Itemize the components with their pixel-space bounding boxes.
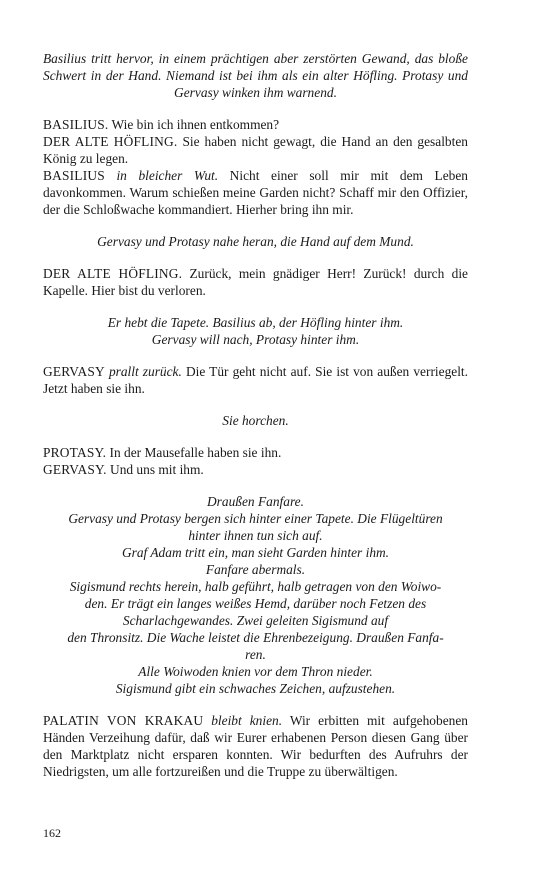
dialogue-block-4 xyxy=(43,444,468,478)
speaker-name: PROTASY. xyxy=(43,445,107,460)
inline-stage-direction: bleibt knien. xyxy=(203,713,283,728)
speech-text: Und uns mit ihm. xyxy=(106,462,204,477)
speaker-name: PALATIN VON KRAKAU xyxy=(43,713,204,728)
speech-text: Die Tür geht nicht auf. Sie ist von außen verriegelt. Jetzt haben sie ihn. xyxy=(43,364,468,396)
stage-direction-2: Gervasy und Protasy nahe heran, die Hand auf dem Mund. xyxy=(97,234,414,249)
dialogue-block-3 xyxy=(43,363,468,397)
dialogue-block-1 xyxy=(43,116,468,218)
speech-palatin-1 xyxy=(43,712,468,780)
speech-text: Zurück, mein gnädiger Herr! Zurück! durch die Kapelle. Hier bist du verloren. xyxy=(43,266,468,298)
speech-text: Sie haben nicht gewagt, die Hand an den gesalbten König zu legen. xyxy=(43,134,468,166)
direction-line: Sigismund rechts herein, halb geführt, halb getragen von den Woiwo- xyxy=(69,579,442,594)
speaker-name: GERVASY. xyxy=(43,462,107,477)
speech-hoefling-2 xyxy=(43,265,468,299)
speaker-name: GERVASY xyxy=(43,364,105,379)
speech-text: Nicht einer soll mir mit dem Leben davonkommen. Warum schießen meine Garden nicht? Schaff mir den Offizier, der die Schloßwache kommandiert. Hierher bring ihn mir. xyxy=(43,168,468,217)
speech-basilius-2 xyxy=(43,167,468,218)
direction-line: Graf Adam tritt ein, man sieht Garden hinter ihm. xyxy=(121,545,390,560)
direction-line: ren. xyxy=(245,647,266,662)
speaker-name: DER ALTE HÖFLING. xyxy=(43,266,183,281)
stage-direction-4: Sie horchen. xyxy=(222,413,289,428)
speech-hoefling-1 xyxy=(43,133,468,167)
stage-direction-opening: Basilius tritt hervor, in einem prächtigen aber zerstörten Gewand, das bloße Schwert in der Hand. Niemand ist bei ihm als ein alter Höfling. Protasy und Gervasy winken ihm warnend. xyxy=(43,51,468,100)
speaker-name: DER ALTE HÖFLING. xyxy=(43,134,178,149)
direction-line: den. Er trägt ein langes weißes Hemd, darüber noch Fetzen des xyxy=(84,596,427,611)
direction-line: Gervasy will nach, Protasy hinter ihm. xyxy=(151,332,360,347)
inline-stage-direction: in bleicher Wut. xyxy=(104,168,219,183)
speech-text: In der Mausefalle haben sie ihn. xyxy=(106,445,282,460)
direction-line: Scharlachgewandes. Zwei geleiten Sigismund auf xyxy=(122,613,389,628)
direction-line: Fanfare abermals. xyxy=(205,562,306,577)
direction-line: Gervasy und Protasy bergen sich hinter einer Tapete. Die Flügeltüren xyxy=(68,511,443,526)
inline-stage-direction: prallt zurück. xyxy=(104,364,182,379)
speaker-name: BASILIUS xyxy=(43,168,105,183)
direction-line: Draußen Fanfare. xyxy=(207,494,304,509)
stage-direction-3 xyxy=(43,314,468,348)
direction-line: Er hebt die Tapete. Basilius ab, der Höfling hinter ihm. xyxy=(107,315,404,330)
direction-line: Sigismund gibt ein schwaches Zeichen, aufzustehen. xyxy=(115,681,396,696)
direction-line: Alle Woiwoden knien vor dem Thron nieder. xyxy=(138,664,373,679)
speech-text: Wie bin ich ihnen entkommen? xyxy=(108,117,280,132)
speech-basilius-1 xyxy=(43,116,468,133)
page-number: 162 xyxy=(43,826,61,840)
dialogue-block-2 xyxy=(43,265,468,299)
speech-gervasy-1 xyxy=(43,363,468,397)
direction-line: den Thronsitz. Die Wache leistet die Ehrenbezeigung. Draußen Fanfa- xyxy=(67,630,444,645)
speech-text: Wir erbitten mit aufgehobenen Händen Verzeihung dafür, daß wir Eurer erhabenen Person diesen Gang über den Marktplatz nicht ersparen konnten. Wir bedurften des Aufruhrs der Niedrigsten, um alle fortzureißen und die Truppe zu überwältigen. xyxy=(43,713,468,779)
stage-direction-5 xyxy=(43,493,468,697)
speaker-name: BASILIUS. xyxy=(43,117,109,132)
book-page xyxy=(43,50,468,795)
dialogue-block-5 xyxy=(43,712,468,780)
speech-protasy-1 xyxy=(43,444,468,461)
speech-gervasy-2 xyxy=(43,461,468,478)
direction-line: hinter ihnen tun sich auf. xyxy=(188,528,323,543)
